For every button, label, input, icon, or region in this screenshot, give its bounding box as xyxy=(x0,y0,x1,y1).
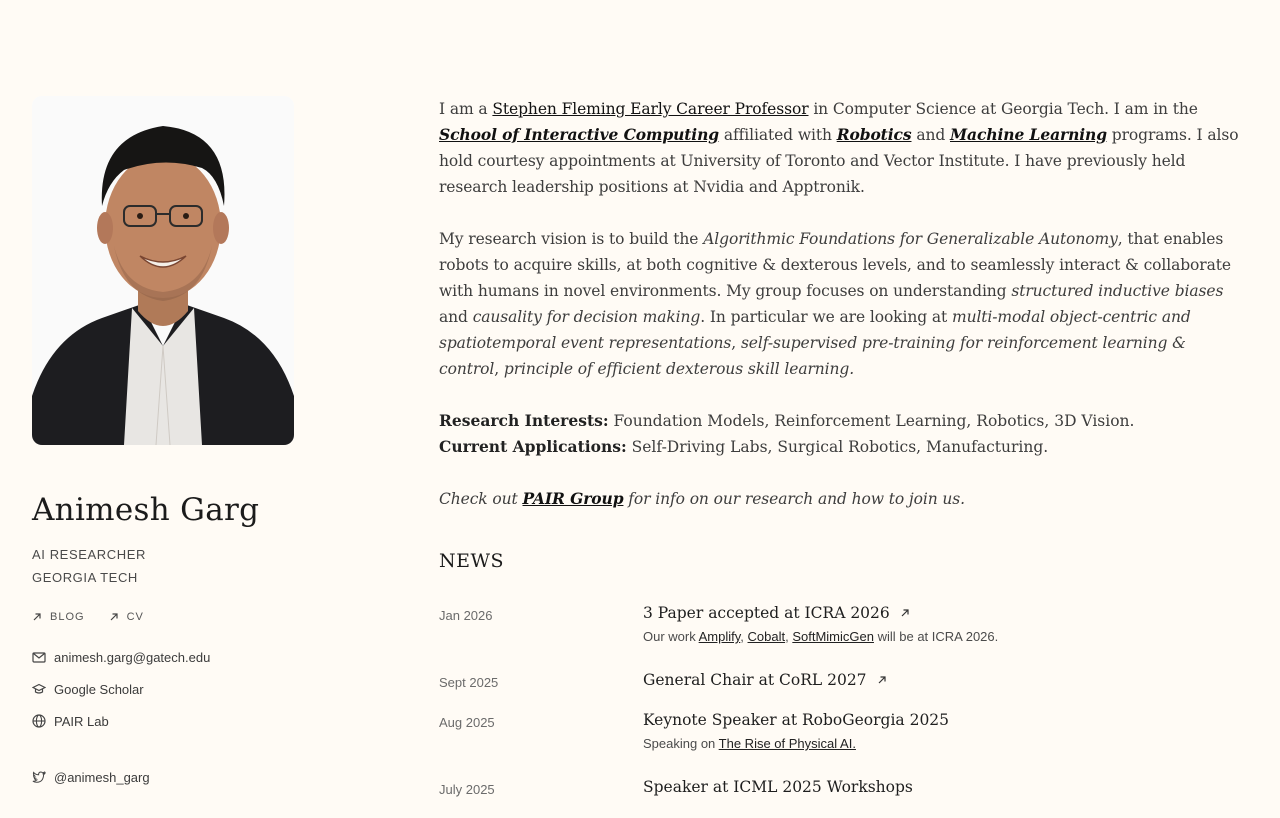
news-date: Jan 2026 xyxy=(439,608,493,623)
machine-learning-link[interactable]: Machine Learning xyxy=(950,125,1107,144)
news-desc-separator: , xyxy=(785,629,793,644)
cv-link[interactable] xyxy=(109,611,144,623)
bio-text: programs. I also hold courtesy appointments at University of Toronto and Vector Institute. I have previously held research leadership positions at Nvidia and Apptronik. xyxy=(439,126,1239,196)
email-link[interactable] xyxy=(32,641,294,673)
cta-text: Check out xyxy=(439,490,523,508)
current-applications xyxy=(439,434,1239,460)
research-summary xyxy=(439,408,1239,460)
bio-text: and xyxy=(911,126,950,144)
google-scholar-label: Google Scholar xyxy=(54,681,144,697)
news-date: July 2025 xyxy=(439,782,495,797)
news-item xyxy=(439,671,1239,711)
news-title: Speaker at ICML 2025 Workshops xyxy=(643,778,913,796)
bio-emphasis: multi-modal object-centric and spatiotemporal event representations xyxy=(439,308,1191,352)
softmimicgen-link[interactable]: SoftMimicGen xyxy=(792,629,874,644)
bio-emphasis: principle of efficient dexterous skill learning. xyxy=(503,360,855,378)
portrait-illustration xyxy=(32,96,294,445)
interests-label: Research Interests: xyxy=(439,411,609,430)
news-title-link[interactable] xyxy=(643,604,1239,622)
applications-value: Self-Driving Labs, Surgical Robotics, Manufacturing. xyxy=(626,438,1049,456)
role-affiliation: GEORGIA TECH xyxy=(32,570,138,585)
news-description xyxy=(643,736,1239,751)
amplify-link[interactable]: Amplify xyxy=(698,629,741,644)
contact-list xyxy=(32,641,294,793)
bio-paragraph-2 xyxy=(439,226,1239,382)
profile-name: Animesh Garg xyxy=(32,492,260,528)
cv-link-label: CV xyxy=(126,611,144,623)
cobalt-link[interactable]: Cobalt xyxy=(747,629,786,644)
bio-text: My research vision is to build the xyxy=(439,230,704,248)
applications-label: Current Applications: xyxy=(439,437,627,456)
arrow-up-right-icon xyxy=(109,612,119,622)
arrow-up-right-icon xyxy=(900,608,910,618)
role-title: AI RESEARCHER xyxy=(32,547,146,562)
bio-text: , xyxy=(731,334,741,352)
news-item xyxy=(439,604,1239,671)
main-content xyxy=(439,96,1239,818)
bio-text: affiliated with xyxy=(719,126,837,144)
profile-sidebar xyxy=(32,96,294,793)
quick-links xyxy=(32,611,294,623)
blog-link[interactable] xyxy=(32,611,85,623)
blog-link-label: BLOG xyxy=(50,611,85,623)
cta-text: for info on our research and how to join us. xyxy=(623,490,965,508)
physical-ai-talk-link[interactable]: The Rise of Physical AI. xyxy=(718,736,856,751)
news-title: Keynote Speaker at RoboGeorgia 2025 xyxy=(643,711,950,729)
research-interests xyxy=(439,408,1239,434)
pair-lab-label: PAIR Lab xyxy=(54,713,109,729)
twitter-icon xyxy=(32,770,46,784)
pair-lab-link[interactable] xyxy=(32,705,294,737)
bio-paragraph-1 xyxy=(439,96,1239,200)
profile-role xyxy=(32,543,294,589)
news-date: Aug 2025 xyxy=(439,715,495,730)
arrow-up-right-icon xyxy=(877,675,887,685)
news-list xyxy=(439,604,1239,818)
bio-text: and xyxy=(439,308,473,326)
news-desc-text: will be at ICRA 2026. xyxy=(873,629,999,644)
professor-link[interactable]: Stephen Fleming Early Career Professor xyxy=(492,100,809,118)
news-title: 3 Paper accepted at ICRA 2026 xyxy=(643,604,890,622)
bio-text: in Computer Science at Georgia Tech. I am in the xyxy=(808,100,1198,118)
bio-emphasis: structured inductive biases xyxy=(1011,282,1224,300)
mail-icon xyxy=(32,650,46,664)
news-heading: NEWS xyxy=(439,550,505,572)
news-item xyxy=(439,778,1239,818)
bio-text: . In particular we are looking at xyxy=(700,308,952,326)
arrow-up-right-icon xyxy=(32,612,42,622)
news-desc-separator: , xyxy=(740,629,748,644)
news-title-link[interactable] xyxy=(643,671,1239,689)
news-desc-text: Speaking on xyxy=(643,736,719,751)
bio-text: , xyxy=(494,360,504,378)
news-desc-text: Our work xyxy=(643,629,699,644)
globe-icon xyxy=(32,714,46,728)
bio-emphasis: causality for decision making xyxy=(472,308,701,326)
interests-value: Foundation Models, Reinforcement Learning, Robotics, 3D Vision. xyxy=(608,412,1135,430)
google-scholar-link[interactable] xyxy=(32,673,294,705)
graduation-cap-icon xyxy=(32,682,46,696)
robotics-link[interactable]: Robotics xyxy=(836,125,912,144)
pair-group-callout xyxy=(439,486,1239,512)
news-item xyxy=(439,711,1239,778)
pair-group-link[interactable]: PAIR Group xyxy=(522,489,624,508)
profile-photo xyxy=(32,96,294,445)
news-title: General Chair at CoRL 2027 xyxy=(643,671,867,689)
news-description xyxy=(643,629,1239,644)
bio-emphasis: Algorithmic Foundations for Generalizable Autonomy xyxy=(703,230,1118,248)
twitter-label: @animesh_garg xyxy=(54,769,150,785)
bio-emphasis: self-supervised pre-training for reinforcement learning & control xyxy=(439,334,1186,378)
bio-text: , that enables robots to acquire skills, at both cognitive & dexterous levels, and to seamlessly interact & collaborate with humans in novel environments. My group focuses on understanding xyxy=(439,230,1231,300)
twitter-link[interactable] xyxy=(32,761,294,793)
news-date: Sept 2025 xyxy=(439,675,499,690)
email-label: animesh.garg@gatech.edu xyxy=(54,649,211,665)
school-link[interactable]: School of Interactive Computing xyxy=(439,125,720,144)
bio-text: I am a xyxy=(439,100,493,118)
